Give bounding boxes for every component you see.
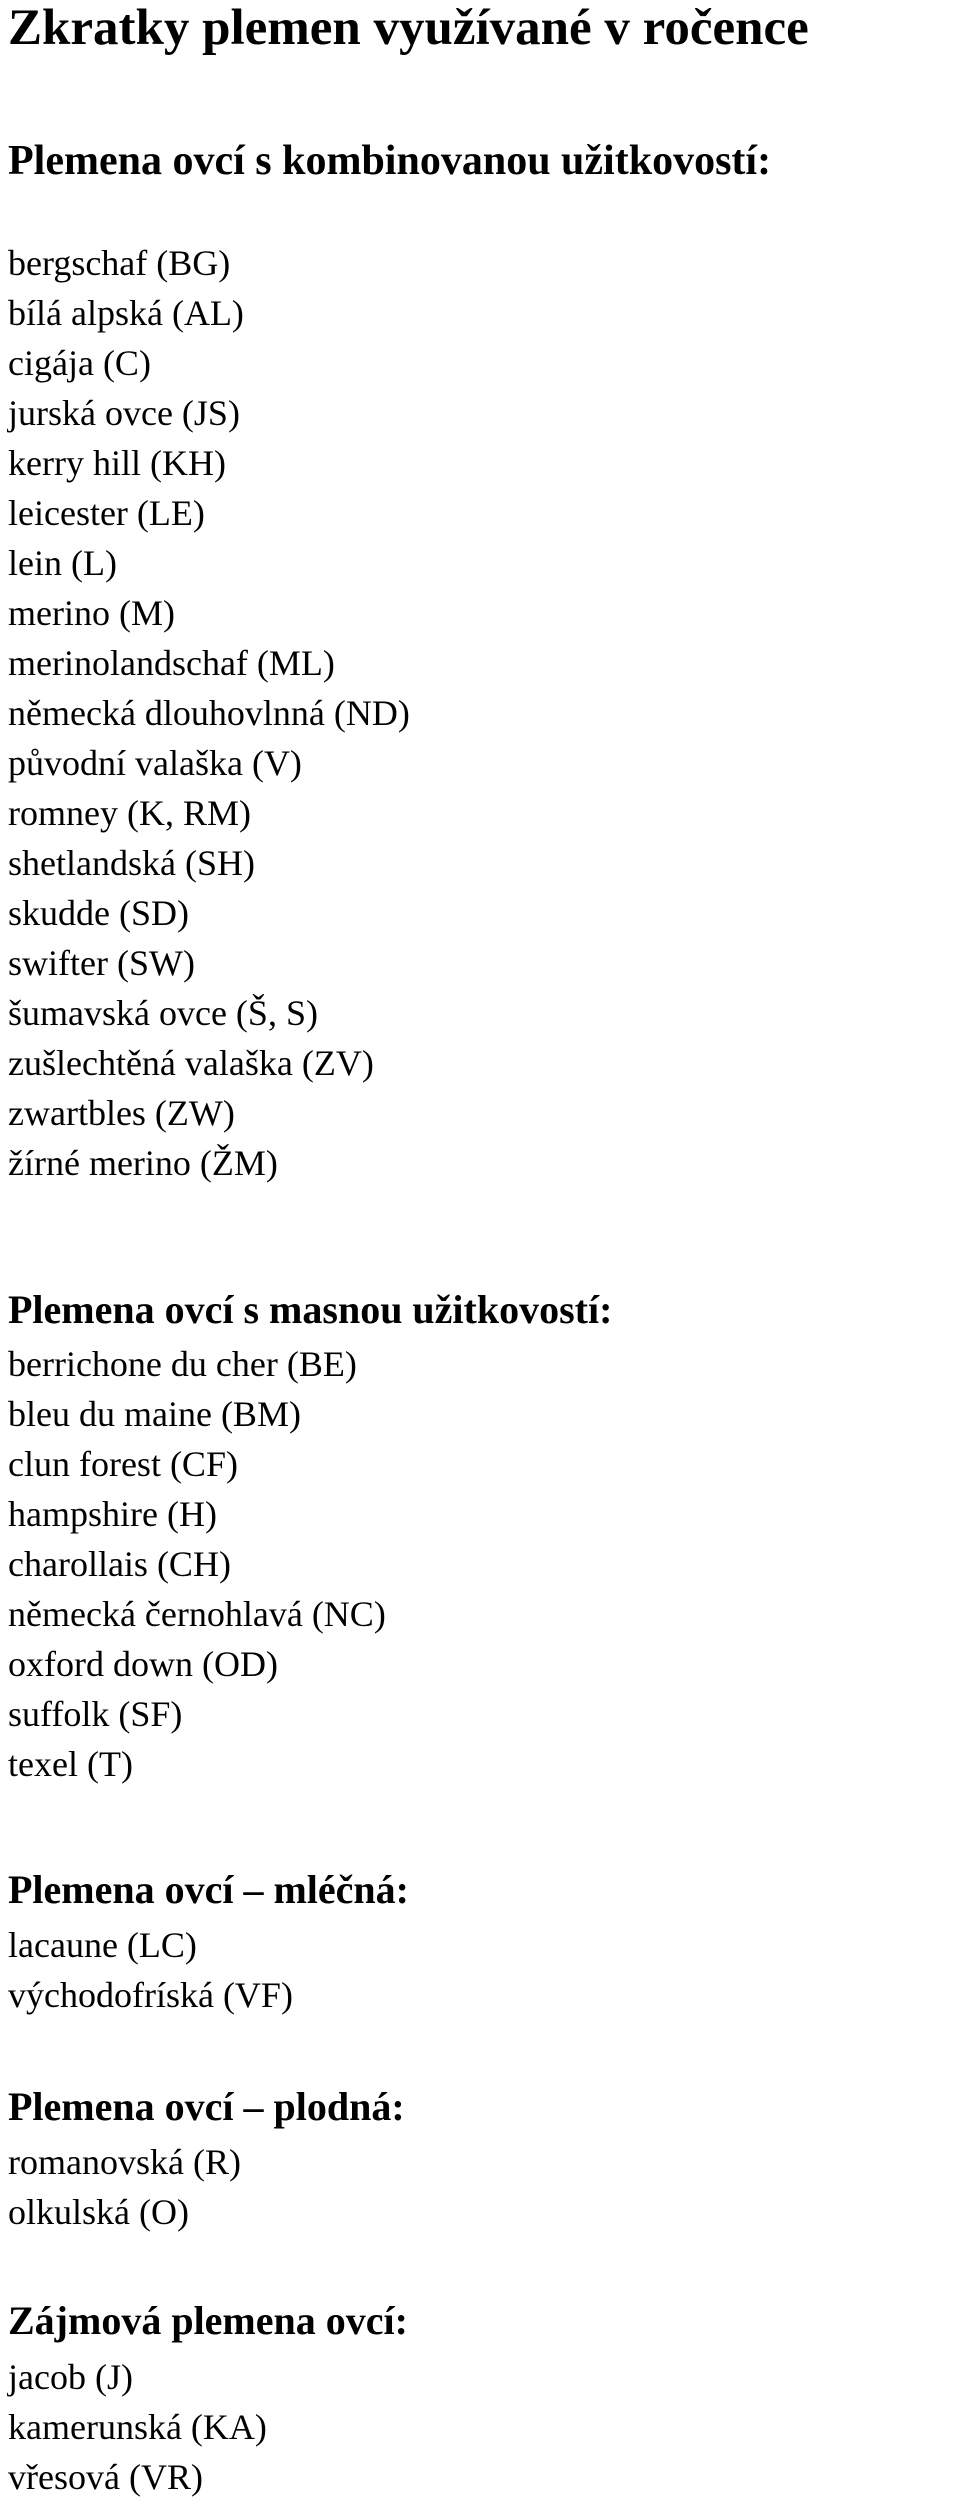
list-item: žírné merino (ŽM) <box>8 1143 278 1183</box>
list-item: oxford down (OD) <box>8 1644 278 1684</box>
breed-list-combined-utility <box>8 238 410 1188</box>
section-heading-prolific: Plemena ovcí – plodná: <box>8 2084 405 2129</box>
list-item: shetlandská (SH) <box>8 843 255 883</box>
list-item: lacaune (LC) <box>8 1925 197 1965</box>
list-item: merinolandschaf (ML) <box>8 643 335 683</box>
list-item: německá dlouhovlnná (ND) <box>8 693 410 733</box>
list-item: zušlechtěná valaška (ZV) <box>8 1043 374 1083</box>
list-item: zwartbles (ZW) <box>8 1093 235 1133</box>
list-item: bleu du maine (BM) <box>8 1394 301 1434</box>
list-item: hampshire (H) <box>8 1494 217 1534</box>
list-item: německá černohlavá (NC) <box>8 1594 386 1634</box>
list-item: východofríská (VF) <box>8 1975 293 2015</box>
section-heading-meat-utility: Plemena ovcí s masnou užitkovostí: <box>8 1287 613 1332</box>
breed-list-prolific <box>8 2137 241 2237</box>
list-item: jurská ovce (JS) <box>8 393 240 433</box>
list-item: texel (T) <box>8 1744 133 1784</box>
list-item: merino (M) <box>8 593 175 633</box>
list-item: olkulská (O) <box>8 2192 189 2232</box>
list-item: charollais (CH) <box>8 1544 231 1584</box>
section-heading-hobby: Zájmová plemena ovcí: <box>8 2298 408 2343</box>
list-item: cigája (C) <box>8 343 151 383</box>
list-item: skudde (SD) <box>8 893 189 933</box>
list-item: suffolk (SF) <box>8 1694 183 1734</box>
list-item: swifter (SW) <box>8 943 195 983</box>
list-item: jacob (J) <box>8 2357 133 2397</box>
list-item: leicester (LE) <box>8 493 205 533</box>
breed-list-hobby <box>8 2352 267 2502</box>
list-item: lein (L) <box>8 543 117 583</box>
list-item: šumavská ovce (Š, S) <box>8 993 318 1033</box>
list-item: bergschaf (BG) <box>8 243 231 283</box>
breed-list-meat-utility <box>8 1339 386 1789</box>
list-item: bílá alpská (AL) <box>8 293 244 333</box>
list-item: kamerunská (KA) <box>8 2407 267 2447</box>
list-item: kerry hill (KH) <box>8 443 226 483</box>
page-title: Zkratky plemen využívané v ročence <box>8 0 809 56</box>
breed-list-dairy <box>8 1920 293 2020</box>
list-item: romanovská (R) <box>8 2142 241 2182</box>
list-item: romney (K, RM) <box>8 793 251 833</box>
section-heading-combined-utility: Plemena ovcí s kombinovanou užitkovostí: <box>8 138 772 184</box>
list-item: berrichone du cher (BE) <box>8 1344 357 1384</box>
list-item: vřesová (VR) <box>8 2457 203 2497</box>
section-heading-dairy: Plemena ovcí – mléčná: <box>8 1867 409 1912</box>
list-item: clun forest (CF) <box>8 1444 238 1484</box>
list-item: původní valaška (V) <box>8 743 302 783</box>
